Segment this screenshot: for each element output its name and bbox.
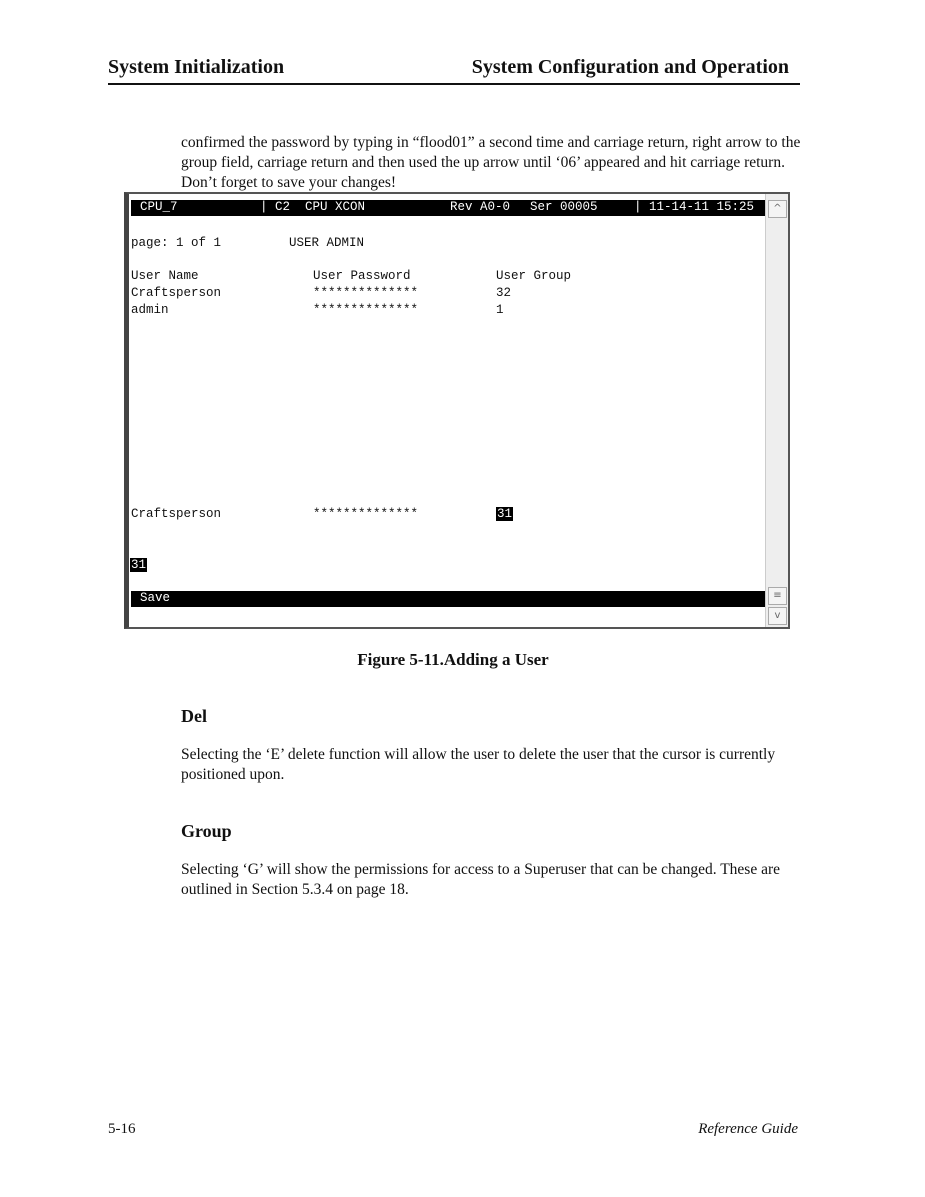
user-group-cell: 1 bbox=[496, 303, 504, 317]
ser-label: Ser 00005 bbox=[530, 200, 598, 214]
edit-password-field[interactable]: ************** bbox=[313, 507, 419, 521]
column-header-group: User Group bbox=[496, 269, 572, 283]
footer-title: Reference Guide bbox=[698, 1121, 798, 1137]
rev-label: Rev A0-0 bbox=[450, 200, 511, 214]
header-left: System Initialization bbox=[108, 56, 285, 78]
edit-name-field[interactable]: Craftsperson bbox=[131, 507, 222, 521]
scroll-down-icon[interactable]: v bbox=[768, 607, 787, 625]
user-group-cell: 32 bbox=[496, 286, 512, 300]
section-text-del: Selecting the ‘E’ delete function will allow the user to delete the user that the cursor is currently positioned upon. bbox=[181, 746, 776, 783]
datetime-label: | 11-14-11 15:25 bbox=[634, 200, 755, 214]
terminal-title-bar bbox=[131, 200, 769, 216]
user-name-cell[interactable]: admin bbox=[131, 303, 169, 317]
user-password-cell: ************** bbox=[313, 286, 419, 300]
intro-paragraph: confirmed the password by typing in “flood01” a second time and carriage return, right arrow to the group field, carriage return and then used the up arrow until ‘06’ appeared and hit carriage return. Don’t forget to save your changes! bbox=[181, 134, 801, 191]
save-button[interactable]: Save bbox=[140, 591, 171, 605]
figure-caption: Figure 5-11.Adding a User bbox=[357, 650, 549, 669]
cpu-label: CPU_7 bbox=[140, 200, 178, 214]
scrollbar[interactable] bbox=[765, 194, 788, 627]
section-text-group: Selecting ‘G’ will show the permissions for access to a Superuser that can be changed. These are outlined in Section 5.3.4 on page 18. bbox=[181, 861, 780, 898]
save-bar[interactable] bbox=[131, 591, 769, 607]
module-label: | C2 CPU XCON bbox=[260, 200, 366, 214]
page-indicator: page: 1 of 1 bbox=[131, 236, 222, 250]
section-title-del: Del bbox=[181, 706, 207, 726]
edit-group-field[interactable]: 31 bbox=[497, 507, 513, 521]
column-header-password: User Password bbox=[313, 269, 411, 283]
input-value[interactable]: 31 bbox=[131, 558, 147, 572]
header-right: System Configuration and Operation bbox=[471, 56, 789, 78]
scroll-thumb[interactable]: ≡ bbox=[768, 587, 787, 605]
terminal-screenshot bbox=[124, 192, 790, 629]
section-title-group: Group bbox=[181, 821, 232, 841]
user-name-cell[interactable]: Craftsperson bbox=[131, 286, 222, 300]
header-rule bbox=[108, 83, 800, 85]
user-password-cell: ************** bbox=[313, 303, 419, 317]
column-header-name: User Name bbox=[131, 269, 199, 283]
scroll-up-icon[interactable]: ^ bbox=[768, 200, 787, 218]
screen-title: USER ADMIN bbox=[289, 236, 365, 250]
footer-page-number: 5-16 bbox=[108, 1121, 136, 1137]
